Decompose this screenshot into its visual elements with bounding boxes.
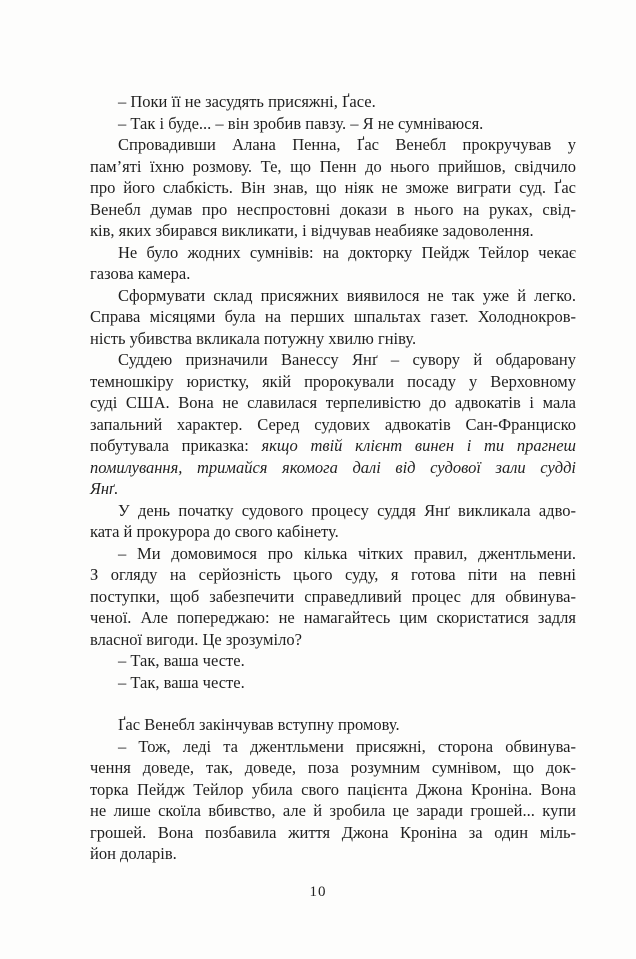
text-line [90,220,576,242]
italic-text-segment: помилування, тримайся якомога далі від судової зали судді [90,457,576,477]
text-line [90,285,576,307]
text-segment: – Ми домовимося про кілька чітких правил, джентльмени. [118,543,576,563]
text-line [90,113,576,135]
text-segment: торка Пейдж Тейлор убила свого пацієнта Джона Кроніна. Вона [90,779,576,799]
text-line [90,435,576,457]
text-segment: ката й прокурора до свого кабінету. [90,522,339,541]
paragraph [90,672,576,694]
text-line [90,134,576,156]
paragraph [90,349,576,500]
text-segment: У день початку судового процесу суддя Янґ викликала адво- [118,500,576,520]
text-line [90,757,576,779]
text-segment: Суддею призначили Ванессу Янґ – сувору й обдаровану [118,350,576,369]
text-segment: Ґас Венебл закінчував вступну промову. [118,715,400,734]
text-line [90,414,576,436]
text-segment: побутувала приказка: [90,436,262,455]
paragraph [90,500,576,543]
text-line [90,371,576,393]
text-segment: – Так, ваша честе. [118,672,245,692]
text-line [90,349,576,371]
text-segment: запальний характер. Серед судових адвокатів Сан-Франциско [90,414,576,434]
text-line [90,457,576,479]
text-line [90,822,576,844]
text-segment: – Поки її не засудять присяжні, Ґасе. [118,92,376,111]
paragraph [90,285,576,350]
text-line [90,607,576,629]
text-line [90,156,576,178]
text-line [90,843,576,865]
text-line [90,779,576,801]
text-line [90,800,576,822]
text-segment: ність убивства вкликала потужну хвилю гніву. [90,328,417,348]
text-segment: темношкіру юристку, якій пророкували посаду у Верховному [90,371,576,391]
text-segment: не лише скоїла вбивство, але й зробила це заради грошей... купи [90,801,576,820]
italic-text-segment: якщо твій клієнт винен і ти прагнеш [261,436,576,455]
text-segment: З огляду на серйозність цього суду, я готова піти на певні [90,565,576,584]
text-segment: Сформувати склад присяжних виявилося не так уже й легко. [118,285,576,305]
text-line [90,521,576,543]
text-segment: суді США. Вона не славилася терпеливістю до адвокатів і мала [90,393,576,412]
text-segment: чення доведе, так, доведе, поза розумним сумнівом, що док- [90,758,576,777]
text-line [90,306,576,328]
paragraph [90,714,576,736]
text-line [90,199,576,221]
text-segment: грошей. Вона позбавила життя Джона Кроніна за один міль- [90,822,576,842]
text-line [90,392,576,414]
text-segment: поступки, щоб забезпечити справедливий процес для обвинува- [90,586,576,606]
paragraph [90,543,576,651]
text-segment: йон доларів. [90,844,177,863]
text-line [90,586,576,608]
text-line [90,736,576,758]
text-line [90,564,576,586]
text-segment: – Так і буде... – він зробив павзу. – Я не сумніваюся. [118,113,484,133]
text-segment: Не було жодних сумнівів: на докторку Пейдж Тейлор чекає [118,242,576,262]
text-line [90,714,576,736]
text-line [90,672,576,694]
text-segment: – Так, ваша честе. [118,651,245,670]
text-segment: Венебл думав про неспростовні докази в нього на руках, свід- [90,199,576,219]
text-block [90,91,576,865]
page-number: 10 [309,884,327,900]
paragraph [90,134,576,242]
text-line [90,650,576,672]
text-line [90,177,576,199]
text-segment: газова камера. [90,264,191,283]
text-line [90,242,576,264]
text-segment: Справа місяцями була на перших шпальтах газет. Холоднокров- [90,307,576,326]
paragraph [90,650,576,672]
text-segment: про його слабкість. Він знав, що ніяк не зможе виграти суд. Ґас [90,178,576,197]
text-segment: власної вигоди. Це зрозуміло? [90,629,302,649]
text-line [90,478,576,500]
text-line [90,263,576,285]
text-line [90,543,576,565]
paragraph [90,736,576,865]
paragraph [90,242,576,285]
text-segment: – Тож, леді та джентльмени присяжні, сторона обвинува- [118,736,576,756]
text-segment: пам’яті їхню розмову. Те, що Пенн до нього прийшов, свідчило [90,156,576,176]
italic-text-segment: Янґ. [90,479,119,498]
text-segment: ченої. Але попереджаю: не намагайтесь цим скористатися задля [90,608,576,627]
text-line [90,500,576,522]
text-segment: Спровадивши Алана Пенна, Ґас Венебл прокручував у [118,135,576,154]
text-line [90,328,576,350]
paragraph [90,91,576,113]
paragraph [90,113,576,135]
text-line [90,91,576,113]
text-segment: ків, яких збирався викликати, і відчував неабияке задоволення. [90,221,534,240]
text-line [90,629,576,651]
